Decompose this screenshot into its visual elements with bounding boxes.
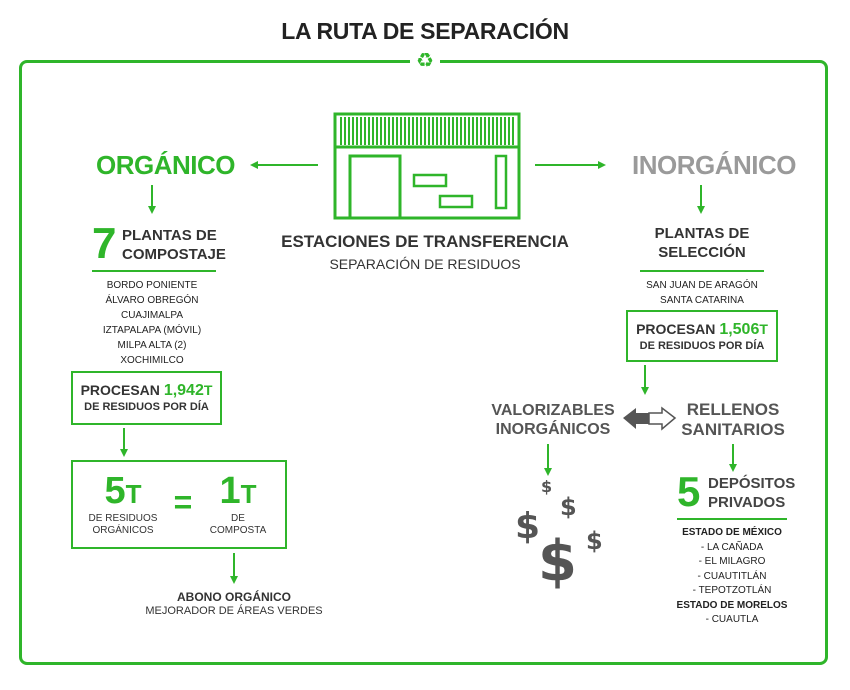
exchange-arrows-icon	[623, 408, 675, 429]
inorganic-procesan-value: 1,506	[719, 321, 760, 338]
ratio-right	[193, 470, 283, 537]
organic-heading: ORGÁNICO	[96, 150, 235, 180]
deposits-header	[677, 468, 796, 520]
recycle-icon: ♻	[410, 50, 440, 72]
deposit-locations-list	[662, 526, 802, 628]
valorizables-label-2: INORGÁNICOS	[495, 421, 611, 438]
organic-plants-list	[72, 278, 232, 368]
inorganic-plants-label-1: PLANTAS DE	[654, 225, 750, 242]
deposits-label-1: DEPÓSITOS	[708, 475, 796, 492]
procesan-word: PROCESAN	[80, 382, 160, 398]
list-item: ESTADO DE MORELOS	[676, 599, 788, 611]
ratio-left-label-2: ORGÁNICOS	[92, 525, 154, 536]
inorganic-plants-list	[620, 278, 784, 308]
transfer-stations-title: ESTACIONES DE TRANSFERENCIA	[281, 232, 569, 251]
dollar-icon: $	[515, 506, 541, 547]
list-item: SANTA CATARINA	[660, 295, 744, 306]
list-item: - TEPOTZOTLÁN	[692, 585, 772, 596]
inorganic-procesan-box	[626, 310, 778, 362]
inorganic-heading: INORGÁNICO	[632, 150, 796, 180]
procesan-word: PROCESAN	[636, 321, 716, 337]
list-item: SAN JUAN DE ARAGÓN	[646, 280, 758, 291]
result-title: ABONO ORGÁNICO	[177, 590, 291, 604]
inorganic-plants-header	[640, 224, 764, 272]
inorganic-plants-label-2: SELECCIÓN	[658, 244, 746, 261]
ratio-right-value: 1	[219, 470, 241, 512]
ratio-left-label-1: DE RESIDUOS	[88, 513, 158, 524]
organic-plants-count: 7	[92, 219, 117, 268]
ratio-equals: =	[173, 484, 193, 520]
ratio-right-label-1: DE	[231, 513, 245, 524]
procesan-line2: DE RESIDUOS POR DÍA	[84, 401, 209, 413]
ratio-left-value: 5	[104, 470, 126, 512]
organic-procesan-unit: T	[203, 382, 213, 398]
organic-procesan-value: 1,942	[163, 382, 204, 399]
page-title: LA RUTA DE SEPARACIÓN	[281, 18, 569, 44]
rellenos-label-1: RELLENOS	[686, 400, 780, 419]
deposits-count: 5	[677, 468, 701, 515]
dollar-icon: $	[538, 529, 577, 594]
result-subtitle: MEJORADOR DE ÁREAS VERDES	[145, 605, 323, 617]
list-item: - CUAUTITLÁN	[697, 570, 767, 582]
dollar-icon: $	[541, 477, 553, 496]
organic-plants-label	[122, 226, 226, 264]
dollar-icon: $	[560, 493, 577, 521]
ratio-right-label-2: COMPOSTA	[209, 525, 267, 536]
transfer-stations-subtitle: SEPARACIÓN DE RESIDUOS	[329, 256, 521, 272]
list-item: ESTADO DE MÉXICO	[682, 527, 782, 538]
list-item: BORDO PONIENTE	[106, 280, 198, 291]
ratio-left-unit: T	[125, 479, 142, 509]
list-item: - LA CAÑADA	[700, 541, 764, 553]
list-item: IZTAPALAPA (MÓVIL)	[102, 325, 202, 336]
ratio-right-unit: T	[240, 479, 257, 509]
procesan-line2: DE RESIDUOS POR DÍA	[639, 340, 765, 352]
inorganic-procesan-unit: T	[759, 321, 768, 337]
valorizables-label	[488, 401, 618, 439]
valorizables-label-1: VALORIZABLES	[491, 402, 615, 419]
deposits-label-2: PRIVADOS	[708, 494, 786, 511]
organic-plants-label-2: COMPOSTAJE	[122, 246, 226, 263]
organic-plants-label-1: PLANTAS DE	[122, 227, 217, 244]
list-item: ÁLVARO OBREGÓN	[105, 295, 199, 306]
dollar-icon: $	[586, 527, 603, 555]
list-item: MILPA ALTA (2)	[117, 340, 187, 351]
ratio-left	[73, 470, 173, 537]
list-item: - EL MILAGRO	[698, 556, 766, 567]
transfer-station-icon	[335, 114, 519, 218]
organic-procesan-box	[71, 371, 222, 425]
list-item: XOCHIMILCO	[120, 355, 184, 366]
organic-plants-header	[92, 219, 226, 272]
list-item: CUAJIMALPA	[120, 310, 184, 321]
list-item: - CUAUTLA	[705, 614, 759, 625]
deposits-label	[708, 474, 795, 512]
rellenos-label	[676, 400, 790, 440]
compost-ratio-box	[71, 460, 287, 549]
rellenos-label-2: SANITARIOS	[681, 420, 785, 439]
